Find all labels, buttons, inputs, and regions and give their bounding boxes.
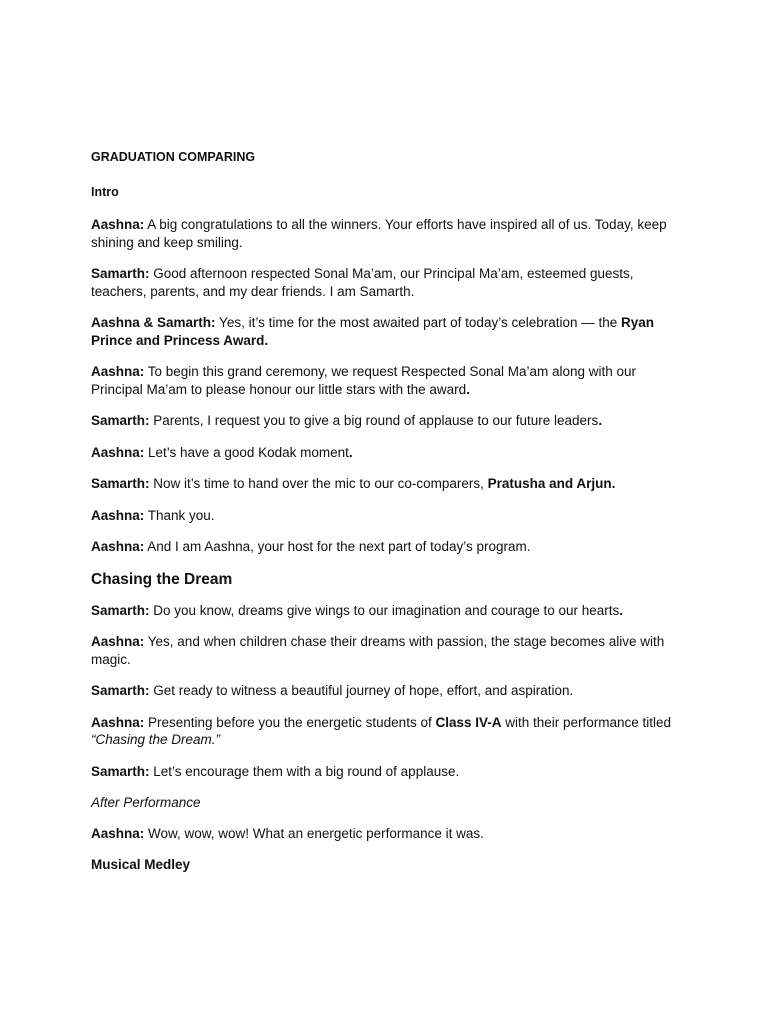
speaker-name: Samarth: bbox=[91, 413, 150, 428]
dialogue-line bbox=[91, 314, 688, 349]
emphasis-text: Ryan Prince and Princess Award bbox=[91, 315, 655, 348]
dialogue-text: Yes, and when children chase their dreams with passion, the stage becomes alive with magic. bbox=[91, 634, 665, 667]
speaker-name: Aashna: bbox=[91, 507, 145, 523]
dialogue-text: Let’s encourage them with a big round of applause. bbox=[149, 763, 460, 779]
dialogue-line bbox=[91, 412, 688, 430]
dialogue-text: Now it’s time to hand over the mic to our co-comparers, bbox=[149, 476, 488, 491]
speaker-name: Aashna & Samarth: bbox=[91, 315, 216, 330]
dialogue-line bbox=[91, 216, 688, 251]
dialogue-text: Let’s have a good Kodak moment bbox=[144, 444, 349, 460]
punctuation: . bbox=[598, 413, 603, 428]
section-heading-chasing-the-dream: Chasing the Dream bbox=[91, 570, 233, 588]
dialogue-line bbox=[91, 475, 688, 493]
speaker-name: Aashna: bbox=[91, 217, 145, 232]
section-label-intro: Intro bbox=[91, 185, 119, 199]
emphasis-text: Class IV-A bbox=[435, 714, 502, 730]
speaker-name: Samarth: bbox=[91, 602, 150, 618]
speaker-name: Samarth: bbox=[91, 763, 150, 779]
intro-dialogue bbox=[91, 216, 688, 556]
dialogue-line bbox=[91, 682, 688, 700]
dialogue-line bbox=[91, 825, 688, 843]
dialogue-text: Parents, I request you to give a big round of applause to our future leaders bbox=[149, 413, 599, 428]
section-label-musical-medley: Musical Medley bbox=[91, 857, 191, 872]
stage-note-after-performance: After Performance bbox=[91, 795, 201, 810]
dialogue-line bbox=[91, 633, 688, 668]
speaker-name: Samarth: bbox=[91, 476, 150, 491]
dialogue-line bbox=[91, 602, 688, 620]
dialogue-line bbox=[91, 538, 688, 556]
performance-title: “Chasing the Dream.” bbox=[91, 732, 221, 747]
dialogue-line bbox=[91, 763, 688, 781]
speaker-name: Aashna: bbox=[91, 825, 145, 841]
dialogue-line bbox=[91, 363, 688, 398]
dialogue-line bbox=[91, 444, 688, 462]
punctuation: . bbox=[264, 332, 269, 348]
dialogue-line bbox=[91, 714, 688, 749]
speaker-name: Aashna: bbox=[91, 539, 145, 554]
punctuation: . bbox=[619, 602, 624, 618]
chasing-dialogue bbox=[91, 602, 688, 781]
emphasis-text: Pratusha and Arjun. bbox=[487, 476, 616, 491]
punctuation: . bbox=[348, 444, 353, 460]
dialogue-text: Presenting before you the energetic students of bbox=[144, 714, 436, 730]
after-performance-dialogue bbox=[91, 825, 688, 843]
dialogue-text: A big congratulations to all the winners. Your efforts have inspired all of us. Today, keep shining and keep smiling. bbox=[91, 217, 667, 250]
speaker-name: Aashna: bbox=[91, 634, 145, 649]
dialogue-text: Do you know, dreams give wings to our imagination and courage to our hearts bbox=[149, 602, 620, 618]
dialogue-line bbox=[91, 507, 688, 525]
punctuation: . bbox=[466, 381, 470, 397]
dialogue-text: Get ready to witness a beautiful journey of hope, effort, and aspiration. bbox=[149, 683, 574, 698]
dialogue-text: To begin this grand ceremony, we request Respected Sonal Ma’am along with our Principal Ma’am to please honour our little stars with the award bbox=[91, 364, 637, 397]
speaker-name: Aashna: bbox=[91, 364, 145, 379]
speaker-name: Samarth: bbox=[91, 683, 150, 698]
dialogue-text: Yes, it’s time for the most awaited part of today’s celebration — the bbox=[215, 315, 622, 330]
document-title: GRADUATION COMPARING bbox=[91, 150, 256, 164]
dialogue-text: Good afternoon respected Sonal Ma’am, our Principal Ma’am, esteemed guests, teachers, parents, and my dear friends. I am Samarth. bbox=[91, 266, 634, 299]
speaker-name: Aashna: bbox=[91, 714, 145, 730]
dialogue-text: Thank you. bbox=[144, 507, 215, 523]
speaker-name: Samarth: bbox=[91, 266, 150, 281]
speaker-name: Aashna: bbox=[91, 444, 145, 460]
dialogue-text: with their performance titled bbox=[501, 714, 672, 730]
dialogue-text: And I am Aashna, your host for the next part of today’s program. bbox=[144, 539, 531, 554]
dialogue-text: Wow, wow, wow! What an energetic performance it was. bbox=[144, 825, 484, 841]
dialogue-line bbox=[91, 265, 688, 300]
